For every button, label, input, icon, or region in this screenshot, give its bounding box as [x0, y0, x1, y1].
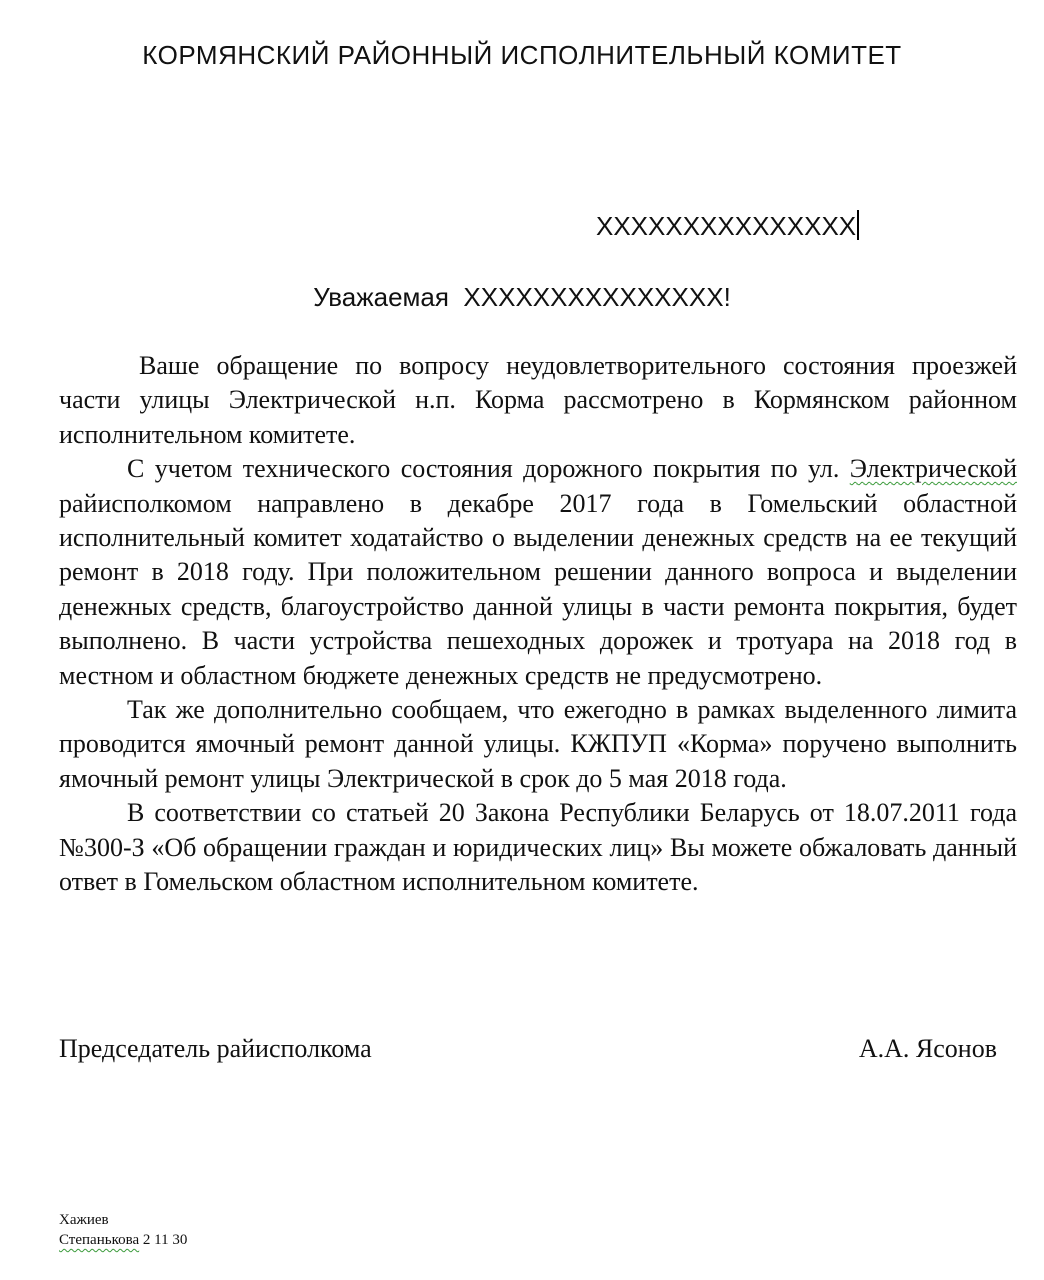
- recipient-block: [596, 210, 859, 242]
- salutation: [0, 282, 1044, 313]
- salutation-suffix: !: [723, 282, 731, 312]
- paragraph-4: В соответствии со статьей 20 Закона Республики Беларусь от 18.07.2011 года №300-З «Об обращении граждан и юридических лиц» Вы можете обжаловать данный ответ в Гомельском областном исполнительном комитете.: [59, 798, 1017, 897]
- paragraph-2: [59, 452, 1017, 693]
- recipient-name: ХХХХХХХХХХХХХХХ: [596, 211, 857, 241]
- paragraph-1: Ваше обращение по вопросу неудовлетворительного состояния проезжей части улицы Электрической н.п. Корма рассмотрено в Кормянском районном исполнительном комитете.: [59, 351, 1017, 449]
- salutation-prefix: Уважаемая: [313, 282, 449, 312]
- signatory-name: А.А. Ясонов: [858, 1034, 997, 1063]
- signatory-role: Председатель райисполкома: [59, 1034, 372, 1063]
- paragraph-2-rest: райисполкомом направлено в декабре 2017 года в Гомельский областной исполнительный комитет ходатайство о выделении денежных средств на ее текущий ремонт в 2018 году. При положительном решении данного вопроса и выделении денежных средств, благоустройство данной улицы в части ремонта покрытия, будет выполнено. В части устройства пешеходных дорожек и тротуара на 2018 год в местном и областном бюджете денежных средств не предусмотрено.: [59, 488, 1017, 690]
- executor-2-name: Степанькова: [59, 1232, 140, 1248]
- spellcheck-word: Электрической: [849, 454, 1017, 484]
- paragraph-2-start: С учетом технического состояния дорожного покрытия по ул.: [127, 454, 840, 484]
- organization-title: КОРМЯНСКИЙ РАЙОННЫЙ ИСПОЛНИТЕЛЬНЫЙ КОМИТЕТ: [142, 40, 902, 70]
- executor-2-phone: 2 11 30: [142, 1232, 188, 1248]
- executors-block: [59, 1210, 187, 1250]
- executor-1: Хажиев: [59, 1212, 109, 1228]
- letter-body: [59, 349, 1017, 900]
- paragraph-3: Так же дополнительно сообщаем, что ежегодно в рамках выделенного лимита проводится ямочный ремонт данной улицы. КЖПУП «Корма» поручено выполнить ямочный ремонт улицы Электрической в срок до 5 мая 2018 года.: [59, 695, 1017, 793]
- salutation-name: ХХХХХХХХХХХХХХХ: [463, 282, 724, 312]
- executor-2: [59, 1230, 187, 1250]
- text-cursor: [857, 210, 859, 240]
